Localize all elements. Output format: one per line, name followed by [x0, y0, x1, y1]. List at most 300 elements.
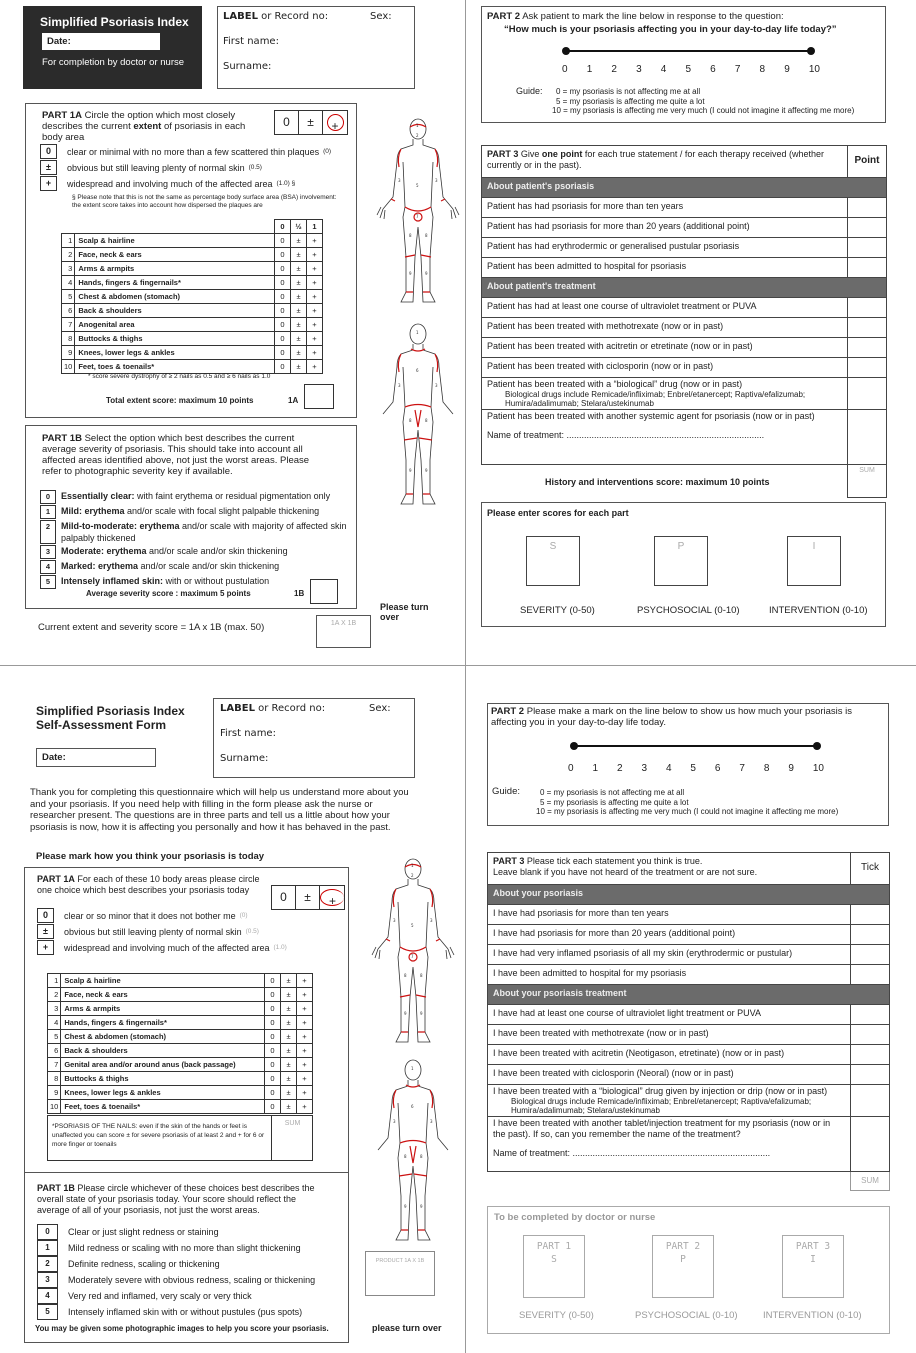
scale-tick-label: 2	[616, 763, 623, 774]
clinician-part3	[481, 145, 887, 498]
score-choice[interactable]: 0	[275, 276, 291, 290]
scale-tick-label: 10	[808, 64, 820, 75]
option-score: (0.5)	[245, 928, 259, 935]
row-number: 8	[48, 1072, 61, 1086]
svg-text:8: 8	[409, 233, 412, 238]
statement-text: Patient has been treated with another systemic agent for psoriasis (now or in past) Name of treatment: ...............................................................................	[482, 410, 847, 464]
score-choice[interactable]: 0	[275, 290, 291, 304]
statement-row	[482, 357, 886, 377]
statement-row	[488, 924, 889, 944]
score-choice[interactable]: ±	[281, 1002, 297, 1016]
page-divider-vertical	[465, 0, 466, 1353]
tick-cell[interactable]	[850, 1065, 889, 1084]
part3-heading: PART 3	[487, 149, 519, 159]
tick-cell[interactable]	[847, 410, 886, 464]
scale-tick-label: 6	[714, 763, 721, 774]
tick-cell[interactable]	[850, 1085, 889, 1116]
statement-row	[488, 1084, 889, 1116]
statement-row	[488, 1004, 889, 1024]
score-choice[interactable]: +	[297, 1016, 313, 1030]
scale-ticks	[562, 64, 820, 75]
tick-cell[interactable]	[850, 1025, 889, 1044]
score-choice[interactable]: 0	[265, 988, 281, 1002]
legend-plusminus: ±	[296, 886, 320, 909]
score-choice[interactable]: +	[307, 248, 323, 262]
statement-text: I have been treated with acitretin (Neotigason, etretinate) (now or in past)	[493, 1048, 785, 1058]
score-choice[interactable]: +	[297, 1058, 313, 1072]
guide-label: Guide:	[516, 86, 543, 96]
option-rest: with or without pustulation	[163, 576, 270, 586]
first-name-field[interactable]: First name:	[223, 36, 279, 47]
score-choice[interactable]: 0	[265, 1072, 281, 1086]
body-map-front-icon	[373, 117, 463, 312]
score-choice[interactable]: ±	[291, 234, 307, 248]
severity-options	[40, 489, 352, 589]
option-text: widespread and involving much of the affected area	[67, 178, 273, 189]
score-choice[interactable]: 0	[275, 360, 291, 374]
svg-text:9: 9	[409, 271, 412, 276]
total-extent-input[interactable]	[304, 384, 334, 409]
part2-instruction: PART 2 Ask patient to mark the line below in response to the question:	[487, 11, 784, 22]
row-number: 2	[48, 988, 61, 1002]
scale-tick-label: 7	[739, 763, 745, 774]
score-choice[interactable]: ±	[281, 988, 297, 1002]
option-key-box[interactable]: 3	[40, 545, 56, 559]
self-part1-box	[24, 867, 349, 1343]
statement-row	[488, 904, 889, 924]
guide-0: 0 = my psoriasis is not affecting me at all	[556, 87, 701, 96]
statement-text: I have had at least one course of ultraviolet light treatment or PUVA	[493, 1008, 761, 1018]
extent-option	[40, 144, 331, 159]
score-choice[interactable]: +	[307, 276, 323, 290]
self-surname-field[interactable]: Surname:	[220, 753, 269, 764]
score-choice[interactable]: ±	[281, 1030, 297, 1044]
svg-text:2: 2	[411, 873, 414, 878]
score-choice[interactable]: ±	[281, 1058, 297, 1072]
scale-tick-label: 2	[611, 64, 617, 75]
tick-cell[interactable]	[850, 1005, 889, 1024]
doctor-score-label: SEVERITY (0-50)	[519, 1310, 594, 1321]
statement-row	[488, 1044, 889, 1064]
body-area-name: Face, neck & ears	[61, 988, 265, 1002]
option-key-box[interactable]: +	[40, 176, 57, 191]
table-row	[62, 304, 323, 318]
biologics-list: Biological drugs include Remicade/infliximab; Enbrel/etanercept; Raptiva/efalizumab; Humira/adalimumab; Stelara/ustekinumab	[505, 390, 806, 408]
guide-5: 5 = my psoriasis is affecting me quite a lot	[540, 797, 689, 807]
option-rest: and/or scale with majority of affected skin palpably thickened	[61, 521, 347, 543]
guide-5: 5 = my psoriasis is affecting me quite a lot	[556, 96, 705, 106]
column-header: 1	[307, 220, 323, 234]
body-area-name: Chest & abdomen (stomach)	[75, 290, 275, 304]
blank-cell	[75, 220, 275, 234]
svg-text:6: 6	[411, 1104, 414, 1109]
scale-tick-label: 4	[665, 763, 672, 774]
score-choice[interactable]: +	[297, 1002, 313, 1016]
option-key-box[interactable]: 5	[40, 575, 56, 589]
column-header: 0	[275, 220, 291, 234]
part3-header-row	[488, 853, 889, 884]
visual-analogue-scale[interactable]	[566, 50, 811, 52]
avg-severity-code: 1B	[294, 589, 305, 598]
self-photo-note: You may be given some photographic images to help you score your psoriasis.	[35, 1324, 329, 1333]
severity-score-input[interactable]: S	[526, 536, 580, 586]
severity-option	[40, 545, 352, 559]
option-text: obvious but still leaving plenty of normal skin	[67, 162, 245, 173]
option-text	[61, 560, 352, 574]
biologics-list: Biological drugs include Remicade/infliximab; Enbrel/etanercept; Raptiva/efalizumab; Humira/adalimumab; Stelara/ustekinumab	[511, 1097, 812, 1115]
statement-row	[482, 217, 886, 237]
part3-header	[488, 853, 850, 884]
self-visual-analogue-scale[interactable]	[574, 745, 817, 747]
option-key-box[interactable]: 4	[40, 560, 56, 574]
tick-cell[interactable]	[850, 1045, 889, 1064]
self-part1a-sum-input[interactable]: SUM	[271, 1116, 313, 1160]
svg-text:9: 9	[425, 271, 428, 276]
score-choice[interactable]: ±	[281, 974, 297, 988]
doctor-score-input[interactable]	[652, 1235, 714, 1298]
row-number: 5	[62, 290, 75, 304]
score-choice[interactable]: 0	[275, 332, 291, 346]
score-choice[interactable]: 0	[275, 318, 291, 332]
row-number: 7	[48, 1058, 61, 1072]
svg-text:9: 9	[420, 1204, 423, 1209]
row-number: 1	[62, 234, 75, 248]
svg-text:3: 3	[435, 383, 438, 388]
svg-text:1: 1	[411, 863, 414, 868]
score-choice[interactable]: 0	[265, 1058, 281, 1072]
option-key-box[interactable]: 2	[37, 1256, 58, 1272]
severity-option	[37, 1256, 220, 1272]
score-choice[interactable]: +	[307, 304, 323, 318]
tick-cell[interactable]	[847, 198, 886, 217]
option-text	[61, 520, 352, 544]
guide-text	[552, 87, 854, 116]
scale-tick-label: 5	[690, 763, 696, 774]
self-intro: Thank you for completing this questionnaire which will help us understand more about you and your psoriasis. If you need help with filling in the form please ask the nurse or researcher present. The questions are in three parts and tell us a little about how your psoriasis is now, how it is affecting you personally and how it has behaved in the past.	[30, 787, 409, 833]
body-area-name: Chest & abdomen (stomach)	[61, 1030, 265, 1044]
option-key-box[interactable]: 3	[37, 1272, 58, 1288]
self-scale-ticks	[568, 763, 824, 774]
avg-severity-label: Average severity score : maximum 5 points	[86, 589, 251, 598]
option-score: (1.0)	[273, 944, 287, 951]
doctor-part-label: PART 2	[665, 1241, 701, 1252]
svg-text:3: 3	[398, 178, 401, 183]
statement-text: Patient has been treated with acitretin or etretinate (now or in past)	[487, 341, 753, 351]
option-key-box[interactable]: 4	[37, 1288, 58, 1304]
scale-tick-label: 8	[759, 64, 766, 75]
self-nails-area	[47, 1115, 313, 1161]
scale-tick-label: 9	[784, 64, 790, 75]
score-choice[interactable]: 0	[265, 1016, 281, 1030]
svg-text:3: 3	[398, 383, 401, 388]
row-number: 5	[48, 1030, 61, 1044]
tick-cell[interactable]	[847, 298, 886, 317]
part3-heading: PART 3	[493, 856, 525, 866]
self-extent-legend	[271, 885, 345, 910]
option-key-box[interactable]: ±	[37, 924, 54, 939]
row-number: 3	[62, 262, 75, 276]
date-field[interactable]: Date:	[42, 33, 160, 50]
current-score-input[interactable]: 1A X 1B	[316, 615, 371, 648]
statement-row	[488, 944, 889, 964]
intervention-score-input[interactable]: I	[787, 536, 841, 586]
doctor-box-title: To be completed by doctor or nurse	[494, 1212, 656, 1223]
score-choice[interactable]: 0	[265, 1100, 281, 1114]
body-area-name: Buttocks & thighs	[75, 332, 275, 346]
option-score: (0)	[239, 912, 248, 919]
option-key-box[interactable]: 0	[37, 908, 54, 923]
legend-zero: 0	[272, 886, 296, 909]
part3-sum-input[interactable]: SUM	[850, 1172, 890, 1191]
score-choice[interactable]: 0	[275, 346, 291, 360]
self-product-input[interactable]: PRODUCT 1A X 1B	[365, 1251, 435, 1296]
svg-text:8: 8	[409, 418, 412, 423]
tick-cell[interactable]	[847, 378, 886, 409]
part-divider	[25, 1172, 348, 1173]
option-bold: Mild-to-moderate: erythema	[61, 521, 180, 531]
option-key-box[interactable]: 1	[37, 1240, 58, 1256]
self-label-box	[213, 698, 415, 778]
statement-text: I have been treated with a “biological” drug given by injection or drip (now or in past) Biological drugs include Remicade/infliximab; Enbrel/etanercept; Raptiva/efalizumab; Humira/adalimumab; Stelara/ustekinumab	[488, 1085, 850, 1116]
row-number: 3	[48, 1002, 61, 1016]
tick-cell[interactable]	[847, 358, 886, 377]
score-choice[interactable]: ±	[291, 318, 307, 332]
score-choice[interactable]: +	[297, 1100, 313, 1114]
self-body-map-front-icon	[368, 857, 458, 1052]
self-guide-label: Guide:	[492, 786, 520, 797]
statement-row	[482, 257, 886, 277]
svg-text:8: 8	[420, 1154, 423, 1159]
self-title-line2: Self-Assessment Form	[36, 718, 167, 732]
statement-row	[482, 237, 886, 257]
self-mark-today: Please mark how you think your psoriasis is today	[36, 851, 265, 862]
table-row	[48, 1058, 313, 1072]
body-area-name: Scalp & hairline	[75, 234, 275, 248]
scale-tick-label: 4	[660, 64, 667, 75]
option-key-box[interactable]: 5	[37, 1304, 58, 1320]
score-choice[interactable]: +	[307, 262, 323, 276]
statement-text: I have been admitted to hospital for my psoriasis	[493, 968, 687, 978]
table-row	[62, 290, 323, 304]
score-choice[interactable]: +	[307, 332, 323, 346]
score-choice[interactable]: +	[297, 988, 313, 1002]
severity-option	[37, 1240, 301, 1256]
option-bold: Moderate: erythema	[61, 546, 147, 556]
score-choice[interactable]: +	[307, 318, 323, 332]
option-key-box[interactable]: +	[37, 940, 54, 955]
statement-row	[488, 1024, 889, 1044]
row-number: 9	[62, 346, 75, 360]
body-area-name: Arms & armpits	[75, 262, 275, 276]
treatment-name-field[interactable]: Name of treatment: ...............................................................................	[487, 430, 765, 440]
self-date-field[interactable]: Date:	[36, 748, 156, 767]
score-choice[interactable]: +	[297, 1072, 313, 1086]
table-row	[48, 1002, 313, 1016]
column-header: ½	[291, 220, 307, 234]
self-turn-over: please turn over	[372, 1323, 442, 1333]
bsa-note: § Please note that this is not the same as percentage body surface area (BSA) involvement: the extent score takes into account how dispersed the plaques are	[72, 194, 337, 209]
tick-cell[interactable]	[847, 338, 886, 357]
score-choice[interactable]: ±	[291, 290, 307, 304]
tick-cell[interactable]	[847, 318, 886, 337]
option-bold: Essentially clear:	[61, 491, 135, 501]
tick-cell[interactable]	[847, 218, 886, 237]
self-sex-field[interactable]: Sex:	[369, 703, 391, 714]
option-key-box[interactable]: 2	[40, 520, 56, 544]
option-score: (1.0) §	[276, 180, 296, 187]
score-choice[interactable]: +	[297, 1030, 313, 1044]
clinician-scores-box	[481, 502, 886, 627]
body-area-name: Hands, fingers & fingernails*	[75, 276, 275, 290]
doctor-part-label: PART 1	[536, 1241, 572, 1252]
score-choice[interactable]: +	[307, 346, 323, 360]
score-choice[interactable]: 0	[265, 1030, 281, 1044]
score-choice[interactable]: ±	[291, 262, 307, 276]
score-choice[interactable]: ±	[281, 1100, 297, 1114]
scale-tick-label: 3	[636, 64, 642, 75]
severity-option	[40, 490, 352, 504]
score-choice[interactable]: ±	[291, 332, 307, 346]
form-title: Simplified Psoriasis Index	[40, 15, 189, 29]
option-text: clear or minimal with no more than a few scattered thin plaques	[67, 146, 320, 157]
option-key-box[interactable]: 0	[40, 144, 57, 159]
svg-text:9: 9	[404, 1204, 407, 1209]
score-choice[interactable]: +	[297, 1086, 313, 1100]
svg-text:2: 2	[416, 133, 419, 138]
svg-text:8: 8	[425, 418, 428, 423]
body-area-name: Feet, toes & toenails*	[61, 1100, 265, 1114]
score-choice[interactable]: +	[297, 1044, 313, 1058]
tick-cell[interactable]	[850, 925, 889, 944]
score-choice[interactable]: +	[307, 290, 323, 304]
scale-tick-label: 9	[788, 763, 794, 774]
severity-option	[40, 505, 352, 519]
option-key-box[interactable]: 1	[40, 505, 56, 519]
avg-severity-input[interactable]	[310, 579, 338, 604]
part3-sum-input[interactable]: SUM	[847, 465, 887, 498]
tick-cell[interactable]	[847, 258, 886, 277]
psychosocial-score-input[interactable]: P	[654, 536, 708, 586]
scale-tick-label: 1	[592, 763, 599, 774]
svg-text:6: 6	[416, 368, 419, 373]
severity-option	[40, 575, 352, 589]
scale-tick-label: 0	[562, 64, 568, 75]
body-area-name: Arms & armpits	[61, 1002, 265, 1016]
body-area-name: Face, neck & ears	[75, 248, 275, 262]
option-bold: Marked: erythema	[61, 561, 139, 571]
self-part3	[487, 852, 890, 1191]
table-row	[48, 974, 313, 988]
score-choice[interactable]: 0	[265, 1086, 281, 1100]
tick-cell[interactable]	[850, 1117, 889, 1171]
score-choice[interactable]: 0	[265, 974, 281, 988]
tick-cell[interactable]	[850, 965, 889, 984]
row-number: 6	[48, 1044, 61, 1058]
statement-row	[488, 964, 889, 984]
doctor-score-input[interactable]	[782, 1235, 844, 1298]
score-choice[interactable]: 0	[275, 248, 291, 262]
svg-text:1: 1	[411, 1066, 414, 1071]
score-choice[interactable]: ±	[281, 1044, 297, 1058]
tick-cell[interactable]	[850, 945, 889, 964]
row-number: 6	[62, 304, 75, 318]
score-choice[interactable]: 0	[275, 262, 291, 276]
score-choice[interactable]: +	[307, 234, 323, 248]
doctor-box	[487, 1206, 890, 1334]
score-choice[interactable]: ±	[291, 304, 307, 318]
score-choice[interactable]: ±	[291, 360, 307, 374]
record-no-field[interactable]: LABEL or Record no:	[223, 11, 329, 22]
score-choice[interactable]: ±	[291, 276, 307, 290]
score-choice[interactable]: ±	[291, 248, 307, 262]
svg-text:7: 7	[416, 214, 419, 219]
self-record-no-field[interactable]: LABEL or Record no:	[220, 703, 326, 714]
score-choice[interactable]: ±	[281, 1072, 297, 1086]
total-extent-label: Total extent score: maximum 10 points	[106, 396, 254, 405]
self-form-title	[36, 704, 185, 732]
score-choice[interactable]: ±	[291, 346, 307, 360]
doctor-score-input[interactable]	[523, 1235, 585, 1298]
option-key-box[interactable]: 0	[37, 1224, 58, 1240]
table-row	[48, 1030, 313, 1044]
clinician-part1a	[25, 103, 357, 418]
score-choice[interactable]: 0	[265, 1002, 281, 1016]
legend-plus	[320, 886, 344, 909]
self-first-name-field[interactable]: First name:	[220, 728, 276, 739]
self-body-map-back-icon	[368, 1058, 458, 1248]
completion-note: For completion by doctor or nurse	[42, 57, 185, 68]
statement-row	[482, 337, 886, 357]
patient-label-box	[217, 6, 415, 89]
tick-cell[interactable]	[850, 905, 889, 924]
part3-column-header: Point	[847, 146, 886, 177]
option-text: Mild redness or scaling with no more than slight thickening	[68, 1243, 301, 1253]
option-score: (0)	[323, 148, 332, 155]
score-choice[interactable]: 0	[275, 304, 291, 318]
surname-field[interactable]: Surname:	[223, 61, 272, 72]
option-key-box[interactable]: ±	[40, 160, 57, 175]
self-part2-instruction: PART 2 Please make a mark on the line below to show us how much your psoriasis is affecting you in your day-to-day life today.	[491, 706, 852, 728]
score-choice[interactable]: ±	[281, 1086, 297, 1100]
body-area-name: Genital area and/or around anus (back passage)	[61, 1058, 265, 1072]
option-key-box[interactable]: 0	[40, 490, 56, 504]
score-choice[interactable]: 0	[265, 1044, 281, 1058]
score-choice[interactable]: 0	[275, 234, 291, 248]
score-choice[interactable]: +	[307, 360, 323, 374]
extent-legend	[274, 110, 348, 135]
severity-option	[40, 560, 352, 574]
table-row	[62, 332, 323, 346]
option-rest: and/or scale with focal slight palpable thickening	[124, 506, 320, 516]
sex-field[interactable]: Sex:	[370, 11, 392, 22]
clinician-header	[23, 6, 202, 89]
statement-text: Patient has had psoriasis for more than 20 years (additional point)	[487, 221, 750, 231]
tick-cell[interactable]	[847, 238, 886, 257]
svg-text:3: 3	[393, 1119, 396, 1124]
score-choice[interactable]: +	[297, 974, 313, 988]
option-text	[61, 575, 352, 589]
score-choice[interactable]: ±	[281, 1016, 297, 1030]
treatment-name-field[interactable]: Name of treatment: ...............................................................................	[493, 1148, 771, 1158]
section-header: About patient's psoriasis	[482, 177, 886, 197]
svg-text:9: 9	[420, 1011, 423, 1016]
body-map-back-icon	[373, 322, 463, 512]
option-text: obvious but still leaving plenty of normal skin	[64, 926, 242, 937]
self-nails-note: *PSORIASIS OF THE NAILS: even if the skin of the hands or feet is unaffected you can score ± for severe psoriasis of at least 2 and + for 6 or more finger or toenails	[52, 1123, 265, 1148]
doctor-part-letter: P	[680, 1254, 686, 1265]
statement-text: I have had very inflamed psoriasis of all my skin (erythrodermic or pustular)	[493, 948, 793, 958]
part3-text2: Leave blank if you have not heard of the treatment or are not sure.	[493, 867, 758, 877]
